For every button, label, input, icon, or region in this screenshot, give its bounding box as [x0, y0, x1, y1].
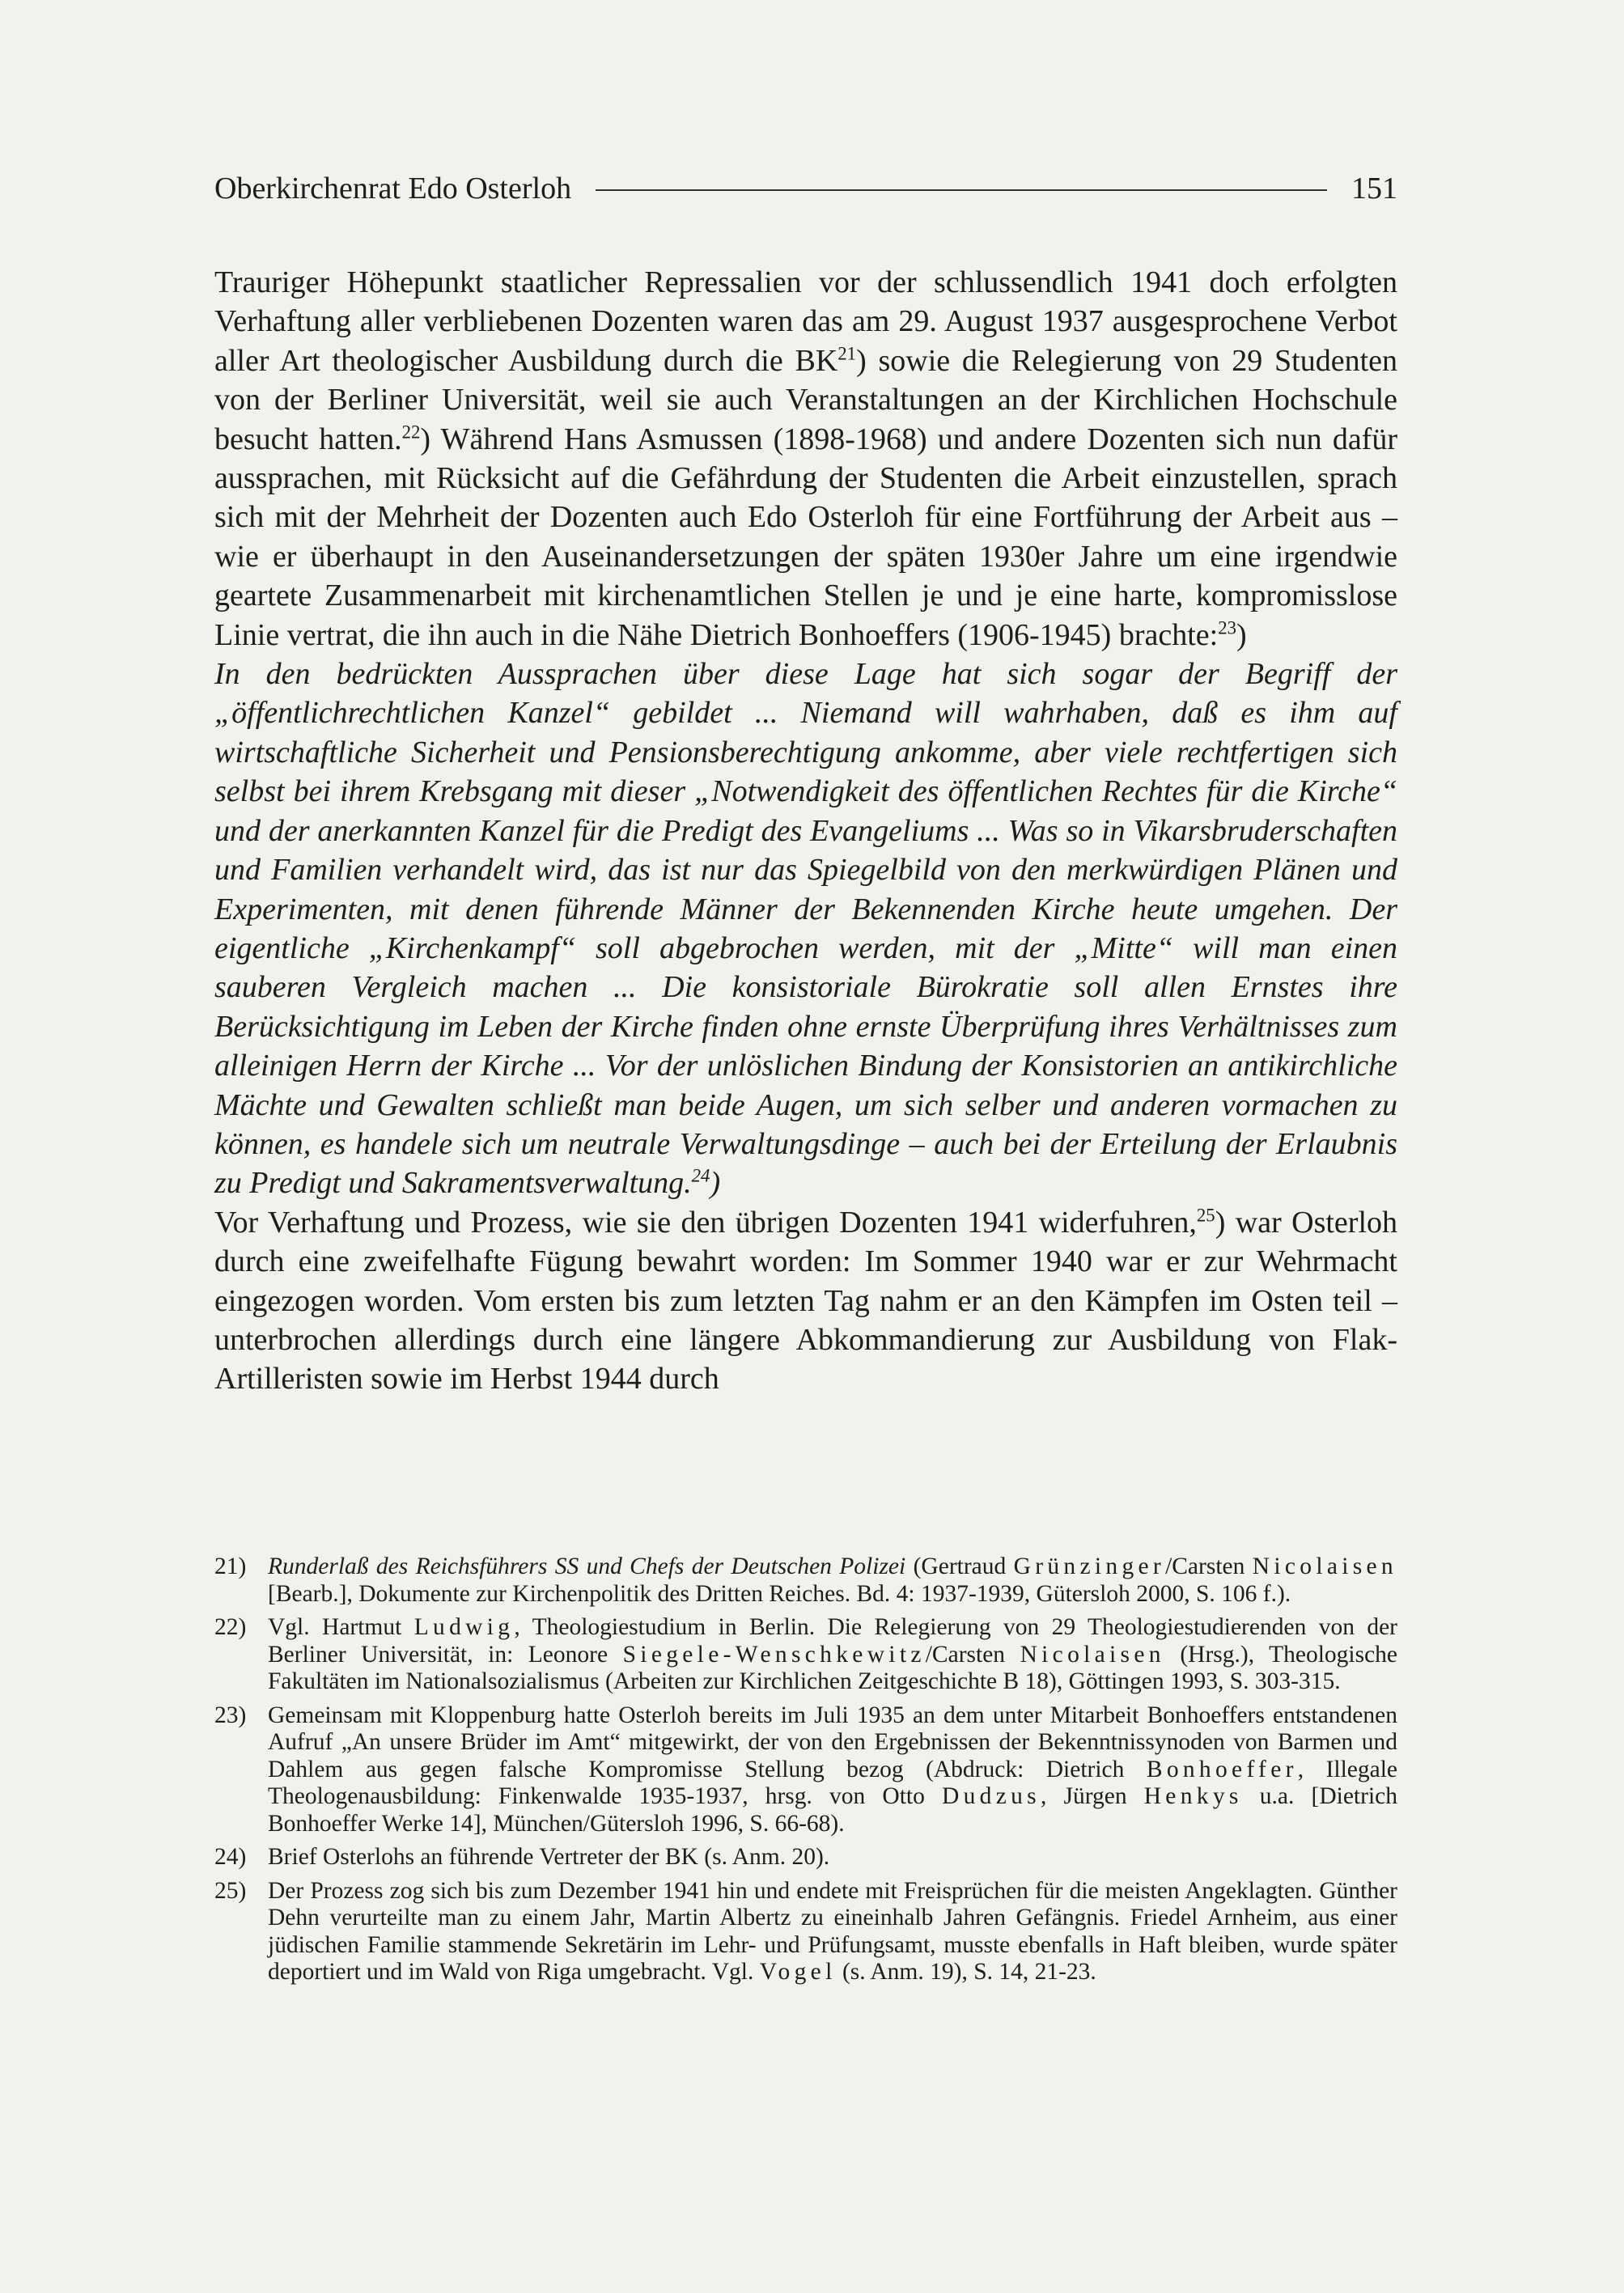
footnote-ref-22[interactable]: 22 [401, 421, 421, 442]
footnote-number: 22) [214, 1614, 247, 1640]
page-number: 151 [1351, 172, 1397, 206]
footnote-number: 25) [214, 1877, 247, 1904]
footnote-23: 23) Gemeinsam mit Kloppenburg hatte Osterloh bereits im Juli 1935 an dem unter Mitarbeit Bonhoeffers entstandenen Aufruf „An unsere Brüder im Amt“ mitgewirkt, der von den Ergebnissen der Bekenntnissynoden von Barmen und Dahlem aus gegen falsche Kompromisse Stellung bezog (Abdruck: Dietrich Bonhoeffer, Illegale Theologenausbildung: Finkenwalde 1935-1937, hrsg. von Otto Dudzus, Jürgen Henkys u.a. [Dietrich Bonhoeffer Werke 14], München/Gütersloh 1996, S. 66-68). [214, 1702, 1397, 1837]
author-name: Henkys [1143, 1783, 1243, 1809]
footnote-24: 24) Brief Osterlohs an führende Vertreter der BK (s. Anm. 20). [214, 1844, 830, 1870]
author-name: Grünzinger [1013, 1553, 1166, 1579]
author-name: Siegele-Wenschkewitz [622, 1641, 926, 1668]
running-head-rule [596, 189, 1327, 191]
footnote-21: 21) Runderlaß des Reichsführers SS und Chefs der Deutschen Polizei (Gertraud Grünzinger/Carsten Nicolaisen [Bearb.], Dokumente zur Kirchenpolitik des Dritten Reiches. Bd. 4: 1937-1939, Gütersloh 2000, S. 106 f.). [214, 1553, 1397, 1607]
block-quote: In den bedrückten Aussprachen über diese Lage hat sich sogar der Begriff der „öffentlichrechtlichen Kanzel“ gebildet ... Niemand will wahrhaben, daß es ihm auf wirtschaftliche Sicherheit und Pensionsberechtigung ankomme, aber viele rechtfertigen sich selbst bei ihrem Krebsgang mit dieser „Notwendigkeit des öffentlichen Rechtes für die Kirche“ und der anerkannten Kanzel für die Predigt des Evangeliums ... Was so in Vikarsbruderschaften und Familien verhandelt wird, das ist nur das Spiegelbild von den merkwürdigen Plänen und Experimenten, mit denen führende Männer der Bekennenden Kirche heute umgehen. Der eigentliche „Kirchenkampf“ soll abgebrochen werden, mit der „Mitte“ will man einen sauberen Vergleich machen ... Die konsistoriale Bürokratie soll allen Ernstes ihre Berücksichtigung im Leben der Kirche finden ohne ernste Überprüfung ihres Verhältnisses zum alleinigen Herrn der Kirche ... Vor der unlöslichen Bindung der Konsistorien an antikirchliche Mächte und Gewalten schließt man beide Augen, um sich selber und anderen vormachen zu können, es handele sich um neutrale Verwaltungsdinge – auch bei der Erteilung der Erlaubnis zu Predigt und Sakramentsverwaltung.$^{24}$) [214, 657, 1397, 1201]
author-name: Ludwig [413, 1614, 515, 1640]
author-name: Bonhoeffer [1146, 1756, 1298, 1782]
running-head [214, 164, 1397, 213]
author-name: Nicolaisen [1252, 1553, 1397, 1579]
paragraph-1: Trauriger Höhepunkt staatlicher Repressalien vor der schlussendlich 1941 doch erfolgten Verhaftung aller verbliebenen Dozenten waren das am 29. August 1937 ausgesprochene Verbot aller Art theologischer Ausbildung durch die BK$^{21}$) sowie die Relegierung von 29 Studenten von der Berliner Universität, weil sie auch Veranstaltungen an der Kirchlichen Hochschule besucht hatten.$^{22}$) Während Hans Asmussen (1898-1968) und andere Dozenten sich nun dafür aussprachen, mit Rücksicht auf die Gefährdung der Studenten die Arbeit einzustellen, sprach sich mit der Mehrheit der Dozenten auch Edo Osterloh für eine Fortführung der Arbeit aus – wie er überhaupt in den Auseinandersetzungen der späten 1930er Jahre um eine irgendwie geartete Zusammenarbeit mit kirchenamtlichen Stellen je und je eine harte, kompromisslose Linie vertrat, die ihn auch in die Nähe Dietrich Bonhoeffers (1906-1945) brachte:$^{23}$) [214, 265, 1397, 652]
footnote-ref-25[interactable]: 25 [1196, 1205, 1215, 1226]
paragraph-2: Vor Verhaftung und Prozess, wie sie den übrigen Dozenten 1941 widerfuhren,$^{25}$) war Osterloh durch eine zweifelhafte Fügung bewahrt worden: Im Sommer 1940 war er zur Wehrmacht eingezogen worden. Vom ersten bis zum letzten Tag nahm er an den Kämpfen im Osten teil – unterbrochen allerdings durch eine längere Abkommandierung zur Ausbildung von Flak-Artilleristen sowie im Herbst 1944 durch [214, 1205, 1397, 1397]
footnote-25: 25) Der Prozess zog sich bis zum Dezember 1941 hin und endete mit Freisprüchen für die meisten Angeklagten. Günther Dehn verurteilte man zu einem Jahr, Martin Albertz zu eineinhalb Jahren Gefängnis. Friedel Arnheim, aus einer jüdischen Familie stammende Sekretärin im Lehr- und Prüfungsamt, musste ebenfalls in Haft bleiben, wurde später deportiert und im Wald von Riga umgebracht. Vgl. Vogel (s. Anm. 19), S. 14, 21-23. [214, 1877, 1397, 1985]
main-text [214, 263, 1397, 1399]
footnote-number: 23) [214, 1702, 247, 1728]
footnote-ref-23[interactable]: 23 [1218, 617, 1236, 638]
footnotes [214, 1553, 1397, 1993]
running-head-title: Oberkirchenrat Edo Osterloh [214, 172, 572, 206]
footnote-number: 24) [214, 1844, 247, 1870]
author-name: Vogel [759, 1959, 837, 1985]
footnote-number: 21) [214, 1553, 247, 1579]
author-name: Nicolaisen [1020, 1641, 1165, 1668]
author-name: Dudzus [941, 1783, 1041, 1809]
footnote-ref-21[interactable]: 21 [837, 343, 857, 364]
footnote-22: 22) Vgl. Hartmut Ludwig, Theologiestudium in Berlin. Die Relegierung von 29 Theologiestudierenden von der Berliner Universität, in: Leonore Siegele-Wenschkewitz/Carsten Nicolaisen (Hrsg.), Theologische Fakultäten im Nationalsozialismus (Arbeiten zur Kirchlichen Zeitgeschichte B 18), Göttingen 1993, S. 303-315. [214, 1614, 1398, 1694]
footnote-ref-24[interactable]: 24 [691, 1165, 710, 1186]
